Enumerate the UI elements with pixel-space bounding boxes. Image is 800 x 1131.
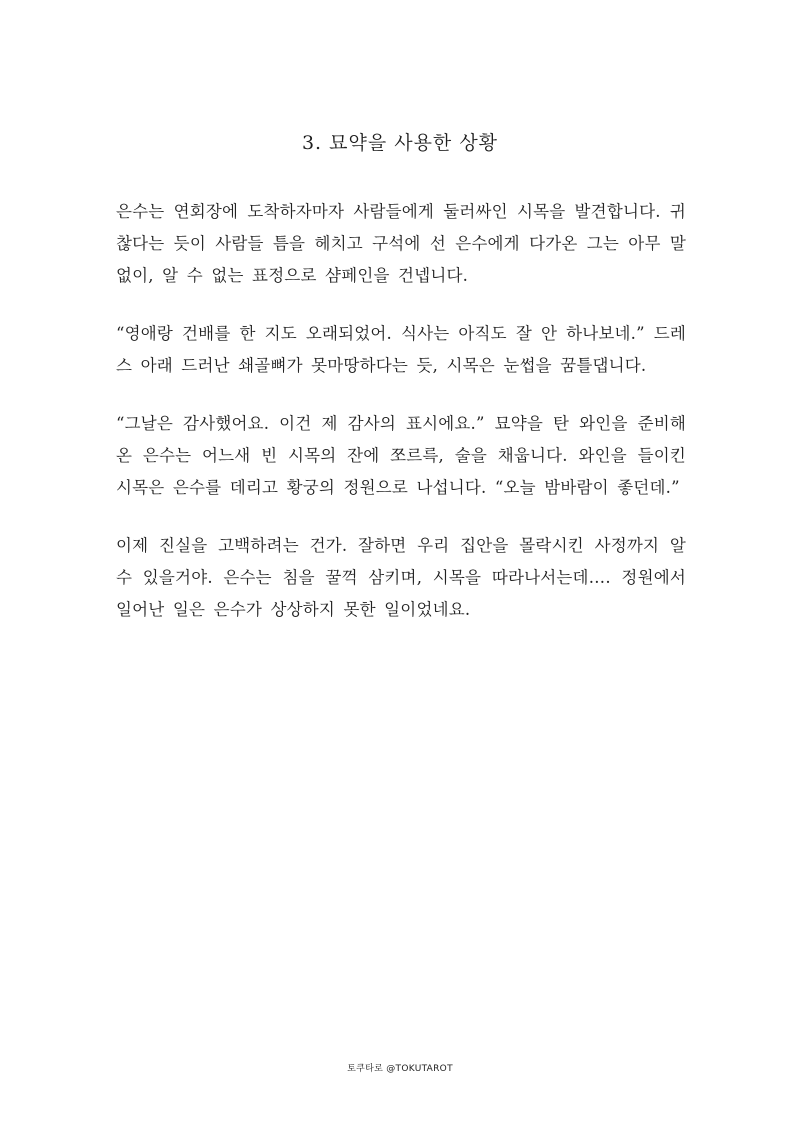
footer-credit: 토쿠타로 @TOKUTAROT xyxy=(347,1064,453,1074)
document-body xyxy=(116,196,686,652)
paragraph-2: “영애랑 건배를 한 지도 오래되었어. 식사는 아직도 잘 안 하나보네.” 드레스 아래 드러난 쇄골뼈가 못마땅하다는 듯, 시목은 눈썹을 꿈틀댑니다. xyxy=(116,324,686,375)
paragraph-4: 이제 진실을 고백하려는 건가. 잘하면 우리 집안을 몰락시킨 사정까지 알 수 있을거야. 은수는 침을 꿀꺽 삼키며, 시목을 따라나서는데…. 정원에서 일어난 일은 은수가 상상하지 못한 일이었네요. xyxy=(116,536,686,619)
paragraph-3: “그날은 감사했어요. 이건 제 감사의 표시에요.” 묘약을 탄 와인을 준비해온 은수는 어느새 빈 시목의 잔에 쪼르륵, 술을 채웁니다. 와인을 들이킨 시목은 은수를 데리고 황궁의 정원으로 나섭니다. “오늘 밤바람이 좋던데.” xyxy=(116,414,686,497)
page-title: 3. 묘약을 사용한 상황 xyxy=(301,132,499,154)
paragraph-1: 은수는 연회장에 도착하자마자 사람들에게 둘러싸인 시목을 발견합니다. 귀찮다는 듯이 사람들 틈을 헤치고 구석에 선 은수에게 다가온 그는 아무 말 없이, 알 수 없는 표정으로 샴페인을 건넵니다. xyxy=(116,202,686,285)
